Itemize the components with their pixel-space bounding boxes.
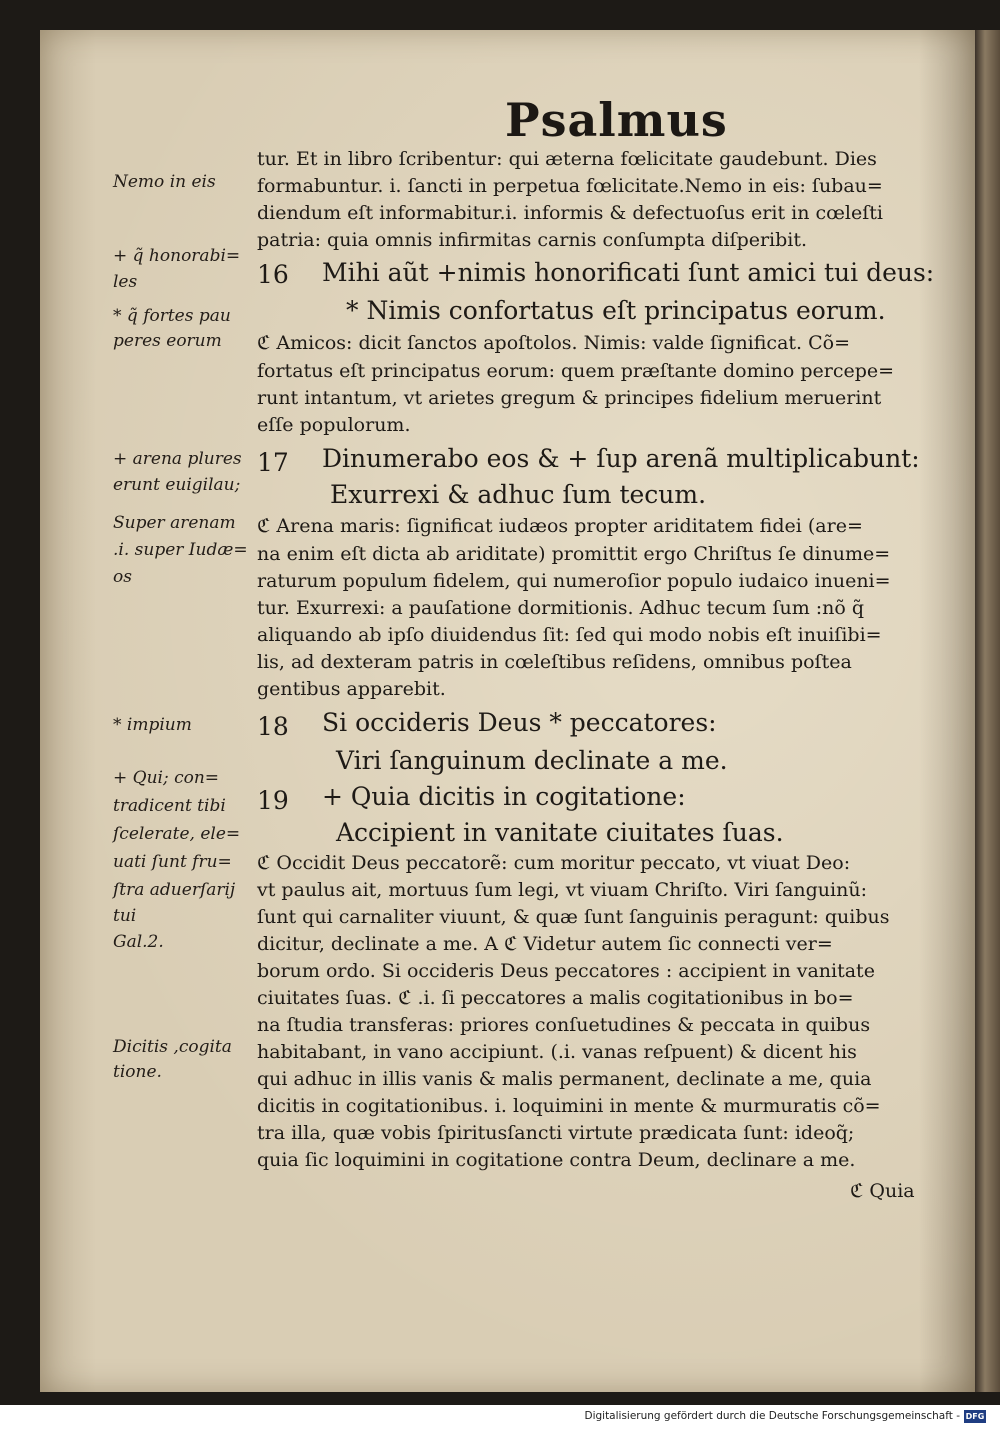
text-line: eſſe populorum. (257, 414, 411, 436)
text-line: qui adhuc in illis vanis & malis permanent, declinate a me, quia (257, 1068, 872, 1090)
text-line: ℭ Amicos: dicit ſanctos apoſtolos. Nimis: valde ſignificat. Cõ= (257, 332, 851, 354)
margin-note: uati ſunt fru= (113, 852, 232, 872)
margin-note: Gal.2. (113, 932, 164, 952)
margin-note: Super arenam (113, 513, 236, 533)
text-line: borum ordo. Si occideris Deus peccatores : accipient in vanitate (257, 960, 875, 982)
verse-number: 19 (257, 786, 289, 815)
margin-note: + arena plures (113, 449, 242, 469)
margin-note: + Qui; con= (113, 768, 220, 788)
margin-note: les (113, 272, 138, 292)
text-line: habitabant, in vano accipiunt. (.i. vanas reſpuent) & dicent his (257, 1041, 857, 1063)
text-line: formabuntur. i. ſancti in perpetua fœlicitate.Nemo in eis: ſubau= (257, 175, 883, 197)
catchword: ℭ Quia (850, 1180, 915, 1202)
verse-number: 18 (257, 712, 289, 741)
verse-line: Viri ſanguinum declinate a me. (336, 746, 728, 775)
margin-note: tradicent tibi (113, 796, 226, 816)
text-line: tur. Et in libro ſcribentur: qui æterna fœlicitate gaudebunt. Dies (257, 148, 877, 170)
text-line: tra illa, quæ vobis ſpiritusſancti virtute prædicata ſunt: ideoq̃; (257, 1122, 855, 1144)
text-line: patria: quia omnis infirmitas carnis conſumpta diſperibit. (257, 229, 808, 251)
verse-line: Exurrexi & adhuc ſum tecum. (330, 480, 707, 509)
margin-note: tione. (113, 1062, 162, 1082)
text-line: dicitur, declinate a me. A ℭ Videtur autem ſic connecti ver= (257, 933, 833, 955)
text-line: ciuitates ſuas. ℭ .i. ſi peccatores a malis cogitationibus in bo= (257, 987, 854, 1009)
text-line: tur. Exurrexi: a pauſatione dormitionis. Adhuc tecum ſum :nõ q̃ (257, 597, 865, 619)
verse-line: Dinumerabo eos & + ſup arenã multiplicabunt: (322, 444, 920, 473)
verse-line: + Quia dicitis in cogitatione: (322, 782, 686, 811)
text-line: quia ſic loquimini in cogitatione contra Deum, declinare a me. (257, 1149, 856, 1171)
running-head: Psalmus (505, 93, 728, 147)
verse-line: Accipient in vanitate ciuitates ſuas. (336, 818, 784, 847)
margin-note: os (113, 567, 132, 587)
margin-note: * q̃ fortes pau (113, 306, 231, 326)
text-line: gentibus apparebit. (257, 678, 446, 700)
margin-note: peres eorum (113, 331, 222, 351)
dfg-logo: DFG (965, 1412, 985, 1421)
text-line: ℭ Occidit Deus peccatorẽ: cum moritur peccato, vt viuat Deo: (257, 852, 851, 874)
margin-note: ſcelerate, ele= (113, 824, 241, 844)
margin-note: Nemo in eis (113, 172, 216, 192)
text-line: raturum populum fidelem, qui numeroſior populo iudaico inueni= (257, 570, 891, 592)
footer-bar (0, 1405, 1000, 1429)
text-line: aliquando ab ipſo diuidendus ſit: ſed qui modo nobis eſt inuiſibi= (257, 624, 882, 646)
text-line: ſunt qui carnaliter viuunt, & quæ ſunt ſanguinis peragunt: quibus (257, 906, 890, 928)
margin-note: + q̃ honorabi= (113, 246, 241, 266)
verse-line: Si occideris Deus * peccatores: (322, 708, 717, 737)
verse-number: 16 (257, 260, 289, 289)
text-line: dicitis in cogitationibus. i. loquimini in mente & murmuratis cõ= (257, 1095, 881, 1117)
text-line: runt intantum, vt arietes gregum & principes fidelium meruerint (257, 387, 882, 409)
margin-note: tui (113, 906, 137, 926)
margin-note: ſtra aduerſarij (113, 880, 236, 900)
verse-number: 17 (257, 448, 289, 477)
text-line: na ſtudia transferas: priores conſuetudines & peccata in quibus (257, 1014, 871, 1036)
verse-line: * Nimis confortatus eſt principatus eorum. (346, 296, 886, 325)
margin-note: .i. super Iudæ= (113, 540, 248, 560)
text-line: diendum eſt informabitur.i. informis & defectuoſus erit in cœleſti (257, 202, 883, 224)
text-line: na enim eſt dicta ab ariditate) promittit ergo Chriſtus ſe dinume= (257, 543, 891, 565)
margin-note: erunt euigilau; (113, 475, 241, 495)
text-line: lis, ad dexteram patris in cœleſtibus reſidens, omnibus poſtea (257, 651, 852, 673)
margin-note: Dicitis ,cogita (113, 1037, 232, 1057)
verse-line: Mihi aũt +nimis honorificati ſunt amici tui deus: (322, 258, 935, 287)
text-line: ℭ Arena maris: ſignificat iudæos propter ariditatem fidei (are= (257, 515, 863, 537)
text-line: vt paulus ait, mortuus ſum legi, vt viuam Chriſto. Viri ſanguinũ: (257, 879, 867, 901)
footer-credit: Digitalisierung gefördert durch die Deutsche Forschungsgemeinschaft - (584, 1410, 960, 1422)
margin-note: * impium (113, 715, 192, 735)
text-line: fortatus eſt principatus eorum: quem præſtante domino percepe= (257, 360, 895, 382)
